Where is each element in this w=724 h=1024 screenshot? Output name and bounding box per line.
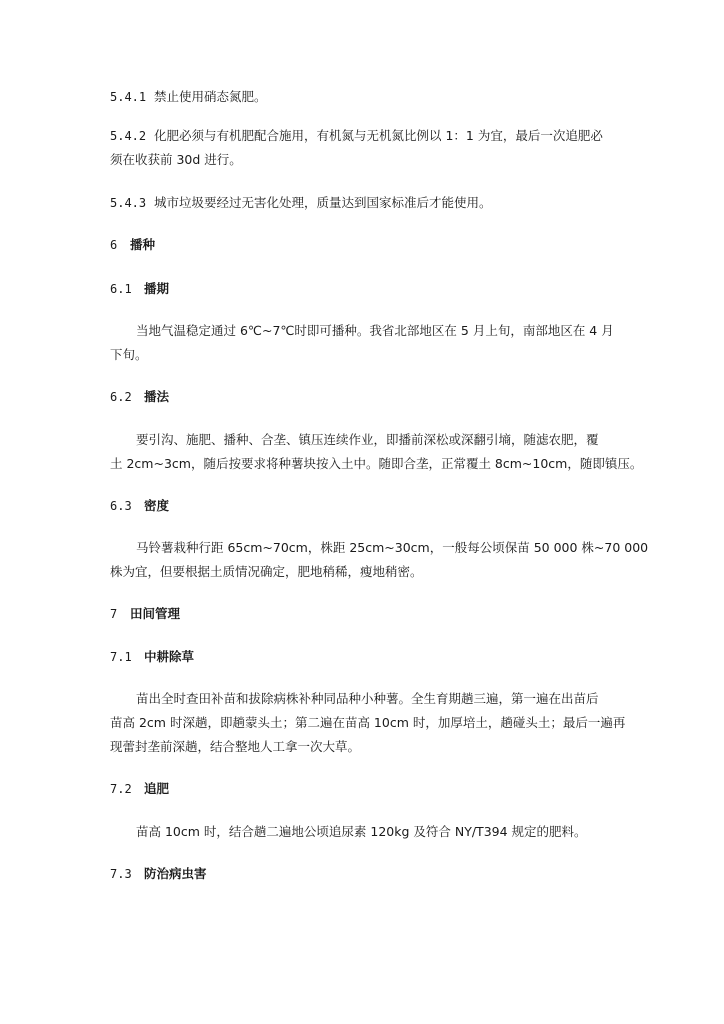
section-heading-6-1 xyxy=(110,281,169,297)
paragraph-line: 苗高 10cm 时，结合趟二遍地公顷追尿素 120kg 及符合 NY/T394 规定的肥料。 xyxy=(136,824,587,839)
clause-5-4-2-continuation: 须在收获前 30d 进行。 xyxy=(110,152,242,167)
section-number: 6.1 xyxy=(110,282,132,296)
paragraph-line: 要引沟、施肥、播种、合垄、镇压连续作业，即播前深松或深翻引墒，随滤农肥，覆 xyxy=(136,432,599,447)
section-number: 7.2 xyxy=(110,782,132,796)
clause-5-4-1 xyxy=(110,89,267,105)
section-heading-6-3 xyxy=(110,498,169,514)
clause-5-4-2 xyxy=(110,128,603,144)
paragraph-line: 现蕾封垄前深趟，结合整地人工拿一次大草。 xyxy=(110,739,361,754)
paragraph-line: 苗高 2cm 时深趟，即趟蒙头土；第二遍在苗高 10cm 时，加厚培土，趟碰头土；最后一遍再 xyxy=(110,715,626,730)
clause-5-4-3 xyxy=(110,195,492,211)
section-title: 追肥 xyxy=(144,781,170,796)
section-title: 播期 xyxy=(144,281,170,296)
section-title: 密度 xyxy=(144,498,170,513)
clause-number: 5.4.3 xyxy=(110,196,147,210)
section-number: 6 xyxy=(110,238,118,252)
section-number: 6.3 xyxy=(110,499,132,513)
section-heading-6-2 xyxy=(110,389,169,405)
section-number: 7 xyxy=(110,607,118,621)
section-heading-7-1 xyxy=(110,649,194,665)
section-heading-7-2 xyxy=(110,781,169,797)
paragraph-line: 马铃薯栽种行距 65cm~70cm，株距 25cm~30cm，一般每公顷保苗 50 000 株~70 000 xyxy=(136,540,649,555)
section-title: 防治病虫害 xyxy=(144,866,207,881)
section-number: 7.3 xyxy=(110,867,132,881)
clause-text: 城市垃圾要经过无害化处理，质量达到国家标准后才能使用。 xyxy=(154,195,492,210)
paragraph-line: 株为宜，但要根据土质情况确定，肥地稍稀，瘦地稍密。 xyxy=(110,564,423,579)
clause-number: 5.4.1 xyxy=(110,90,147,104)
section-title: 田间管理 xyxy=(130,606,181,621)
section-title: 播种 xyxy=(130,237,156,252)
section-heading-7 xyxy=(110,606,180,622)
clause-text: 化肥必须与有机肥配合施用，有机氮与无机氮比例以 1：1 为宜，最后一次追肥必 xyxy=(154,128,603,143)
paragraph-line: 下旬。 xyxy=(110,347,148,362)
paragraph-line: 土 2cm~3cm，随后按要求将种薯块按入土中。随即合垄，正常覆土 8cm~10cm，随即镇压。 xyxy=(110,456,643,471)
section-title: 中耕除草 xyxy=(144,649,195,664)
paragraph-line: 苗出全时查田补苗和拔除病株补种同品种小种薯。全生育期趟三遍，第一遍在出苗后 xyxy=(136,691,599,706)
section-heading-7-3 xyxy=(110,866,207,882)
clause-text: 禁止使用硝态氮肥。 xyxy=(154,89,267,104)
section-number: 6.2 xyxy=(110,390,132,404)
section-number: 7.1 xyxy=(110,650,132,664)
section-heading-6 xyxy=(110,237,155,253)
clause-number: 5.4.2 xyxy=(110,129,147,143)
paragraph-line: 当地气温稳定通过 6℃~7℃时即可播种。我省北部地区在 5 月上旬，南部地区在 4 月 xyxy=(136,323,614,338)
section-title: 播法 xyxy=(144,389,170,404)
